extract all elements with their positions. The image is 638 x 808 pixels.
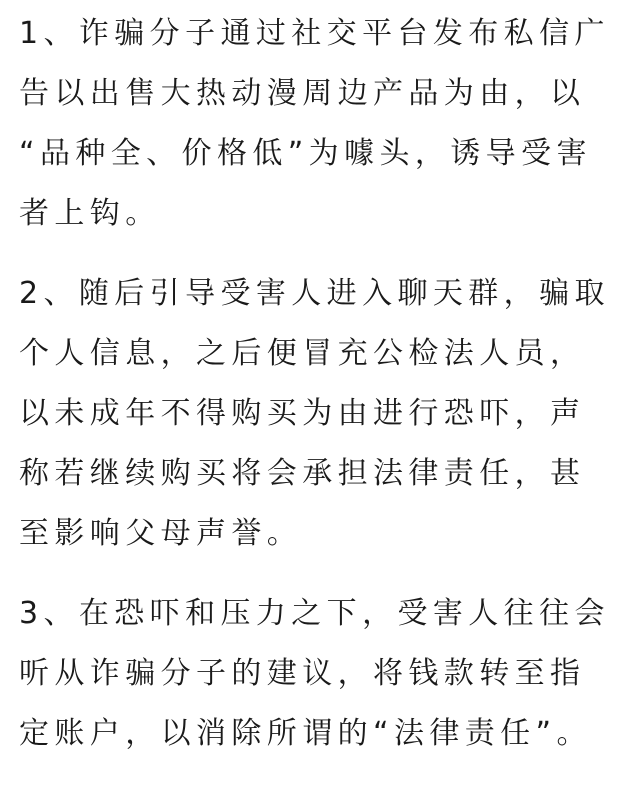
paragraph-line: 1、诈骗分子通过社交平台发布私信广 [19, 16, 610, 51]
paragraph-line: “品种全、价格低”为噱头，诱导受害 [19, 136, 592, 171]
paragraph-line: 个人信息，之后便冒充公检法人员， [19, 336, 586, 371]
paragraph-line: 定账户，以消除所谓的“法律责任”。 [19, 716, 592, 751]
paragraph-line: 称若继续购买将会承担法律责任，甚 [19, 456, 586, 491]
paragraph-line: 3、在恐吓和压力之下，受害人往往会 [19, 596, 610, 631]
paragraph-line: 告以出售大热动漫周边产品为由，以 [19, 76, 586, 111]
paragraph-1 [19, 4, 638, 244]
paragraph-2 [19, 264, 638, 564]
paragraph-line: 听从诈骗分子的建议，将钱款转至指 [19, 656, 586, 691]
paragraph-line: 2、随后引导受害人进入聊天群，骗取 [19, 276, 610, 311]
paragraph-line: 以未成年不得购买为由进行恐吓，声 [19, 396, 586, 431]
paragraph-line: 至影响父母声誉。 [19, 516, 303, 551]
paragraph-line: 者上钩。 [19, 196, 161, 231]
paragraph-3 [19, 584, 638, 764]
